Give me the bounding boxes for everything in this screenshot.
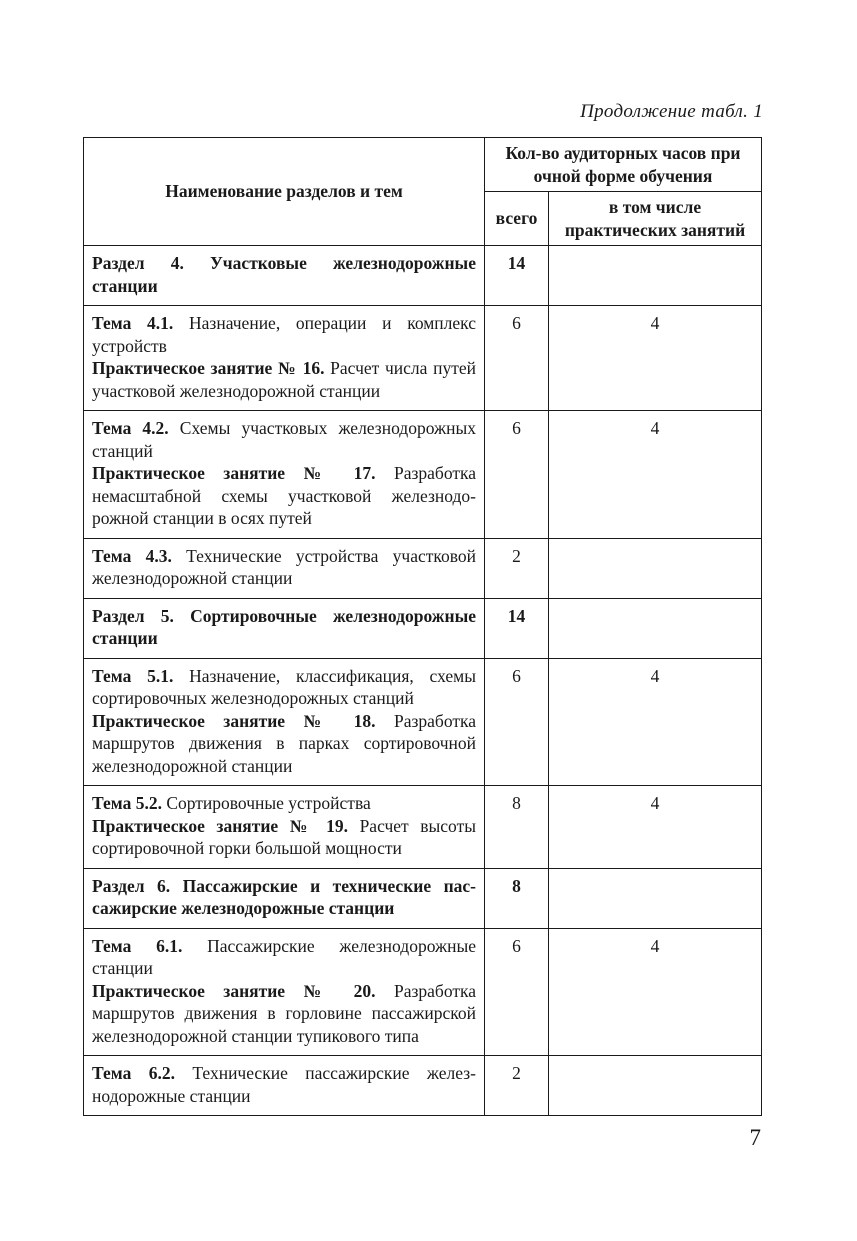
section-row	[84, 246, 762, 306]
hours-total-cell: 8	[485, 868, 549, 928]
header-hours-group: Кол-во аудиторных часов при очной форме обучения	[485, 138, 762, 192]
topic-row	[84, 786, 762, 869]
practice-text: Расчет высоты сортировочной горки большой мощности	[92, 815, 476, 858]
section-title-cell	[84, 246, 485, 306]
topic-label: Тема 4.2.	[92, 418, 169, 438]
hours-practice-cell	[549, 246, 762, 306]
topic-label: Тема 4.1.	[92, 313, 174, 333]
topic-cell	[84, 411, 485, 539]
hours-total-cell: 6	[485, 658, 549, 786]
topic-text: Технические пассажирские железнодорожные станции	[92, 1063, 476, 1106]
hours-total-cell: 2	[485, 538, 549, 598]
section-title: Раздел 6. Пассажирские и технические пассажирские железнодорожные станции	[92, 875, 476, 918]
section-title-cell	[84, 868, 485, 928]
practice-label: Практическое занятие № 20.	[92, 980, 376, 1001]
page-number: 7	[749, 1125, 761, 1150]
practice-text: Разработка немасштабной схемы участковой железнодорожной станции в осях путей	[92, 463, 476, 528]
hours-total-cell: 14	[485, 246, 549, 306]
hours-practice-cell	[549, 1056, 762, 1116]
section-title: Раздел 4. Участковые железнодорожные станции	[92, 253, 476, 296]
hours-total-cell: 6	[485, 306, 549, 411]
table-continuation-label: Продолжение табл. 1	[580, 101, 763, 122]
topic-text: Назначение, классификация, схемы сортировочных железнодорожных станций	[92, 665, 476, 708]
hours-practice-cell: 4	[549, 786, 762, 869]
topic-row	[84, 1056, 762, 1116]
topic-row	[84, 658, 762, 786]
practice-label: Практическое занятие № 17.	[92, 463, 376, 483]
header-section-name: Наименование разделов и тем	[84, 138, 485, 246]
hours-total-cell: 6	[485, 928, 549, 1056]
topic-text: Сортировочные устройства	[161, 793, 371, 813]
section-title: Раздел 5. Сортировочные железнодорожные станции	[92, 605, 476, 648]
topic-cell	[84, 786, 485, 869]
topic-row	[84, 538, 762, 598]
topic-cell	[84, 538, 485, 598]
hours-practice-cell	[549, 868, 762, 928]
hours-total-cell: 8	[485, 786, 549, 869]
practice-text: Разработка маршрутов движения в горловине пассажирской железнодорожной станции тупикового типа	[92, 980, 476, 1046]
hours-total-cell: 6	[485, 411, 549, 539]
hours-practice-cell	[549, 598, 762, 658]
topic-text: Пассажирские железнодорожные станции	[92, 935, 476, 978]
topic-label: Тема 6.1.	[92, 935, 183, 956]
topic-cell	[84, 1056, 485, 1116]
section-row	[84, 868, 762, 928]
hours-practice-cell: 4	[549, 658, 762, 786]
topic-cell	[84, 658, 485, 786]
topic-cell	[84, 928, 485, 1056]
hours-total-cell: 14	[485, 598, 549, 658]
hours-practice-cell: 4	[549, 306, 762, 411]
topic-row	[84, 928, 762, 1056]
practice-text: Расчет числа путей участковой железнодорожной станции	[92, 358, 476, 401]
hours-total-cell: 2	[485, 1056, 549, 1116]
practice-text: Разработка маршрутов движения в парках сортировочной железнодорожной станции	[92, 710, 476, 776]
topic-row	[84, 306, 762, 411]
topic-text: Схемы участковых железнодорожных станций	[92, 418, 476, 461]
topic-label: Тема 5.1.	[92, 665, 174, 686]
hours-practice-cell	[549, 538, 762, 598]
hours-practice-cell: 4	[549, 411, 762, 539]
topic-row	[84, 411, 762, 539]
practice-label: Практическое занятие № 18.	[92, 710, 376, 731]
topic-cell	[84, 306, 485, 411]
section-title-cell	[84, 598, 485, 658]
header-total: всего	[485, 192, 549, 246]
practice-label: Практическое занятие № 16.	[92, 358, 325, 378]
topic-label: Тема 4.3.	[92, 545, 172, 566]
section-row	[84, 598, 762, 658]
hours-practice-cell: 4	[549, 928, 762, 1056]
practice-label: Практическое занятие № 19.	[92, 815, 348, 836]
topic-label: Тема 6.2.	[92, 1063, 175, 1083]
topic-label: Тема 5.2.	[92, 793, 162, 813]
course-hours-table	[83, 137, 762, 1116]
header-practice: в том числе практических занятий	[549, 192, 762, 246]
topic-text: Назначение, операции и комплекс устройств	[92, 313, 477, 356]
topic-text: Технические устройства участковой железнодорожной станции	[92, 545, 477, 588]
